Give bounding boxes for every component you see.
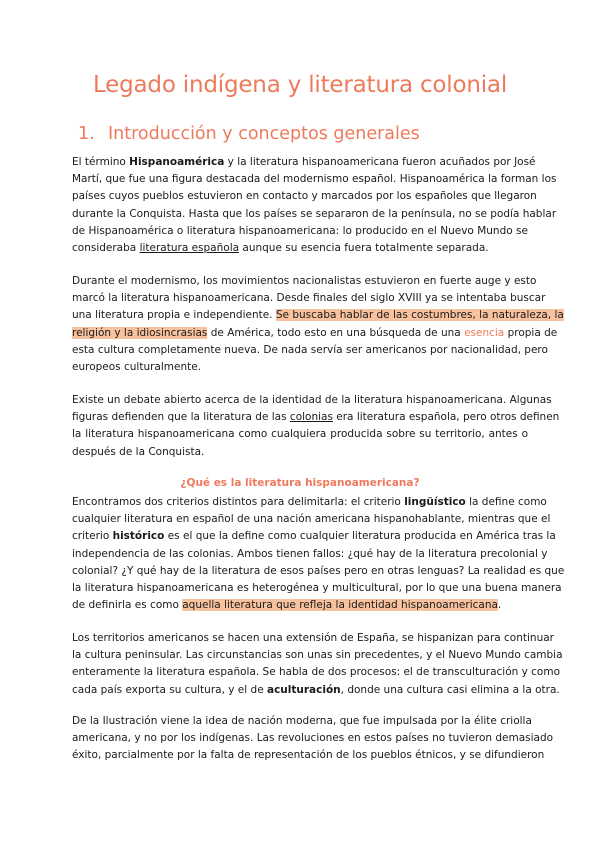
- text-line: independencia de las colonias. Ambos tienen fallos: ¿qué hay de la literatura precolonial y: [72, 547, 548, 560]
- text-line: la literatura hispanoamericana es heterogénea y multicultural, por lo que una buena manera: [72, 581, 562, 594]
- term-linguistico: lingüístico: [404, 496, 466, 508]
- text-line: El término Hispanoamérica y la literatura hispanoamericana fueron acuñados por José: [72, 156, 536, 168]
- text-line: cualquier literatura en español de una nación americana hispanohablante, mientras que el: [72, 513, 551, 526]
- text-line: Existe un debate abierto acerca de la identidad de la literatura hispanoamericana. Algunas: [72, 394, 552, 406]
- paragraph-3: [72, 392, 560, 461]
- text-line: Martí, que fue una figura destacada del modernismo español. Hispanoamérica la forman los: [72, 173, 557, 186]
- text-line: Encontramos dos criterios distintos para delimitarla: el criterio lingüístico la define como: [72, 496, 547, 508]
- text-line: Durante el modernismo, los movimientos nacionalistas estuvieron en fuerte auge y esto: [72, 275, 537, 287]
- term-hispanoamerica: Hispanoamérica: [129, 156, 225, 168]
- term-aculturacion: aculturación: [267, 683, 341, 696]
- text-line: la literatura hispanoamericana como cualquiera producida sobre su territorio, antes o: [72, 428, 528, 441]
- highlighted-text: Se buscaba hablar de las costumbres, la naturaleza, la: [275, 309, 564, 322]
- text-line: durante la Conquista. Hasta que los países se separaron de la península, no se podía hablar: [72, 207, 557, 220]
- text-line: una literatura propia e independiente. Se buscaba hablar de las costumbres, la naturaleza, la: [72, 309, 564, 322]
- text-line: de Hispanoamérica o literatura hispanoamericana: lo producido en el Nuevo Mundo se: [72, 224, 528, 237]
- paragraph-5: [72, 630, 563, 699]
- section-heading: [78, 124, 420, 144]
- accent-term-esencia: esencia: [464, 326, 505, 339]
- paragraph-1: [72, 154, 557, 257]
- text-line: enteramente la literatura española. Se habla de dos procesos: el de transculturación y como: [72, 666, 561, 679]
- text-line: países cuyos pueblos estuvieron en contacto y marcados por los españoles que llegaron: [72, 190, 537, 203]
- section-title: Introducción y conceptos generales: [108, 124, 420, 144]
- text-line: De la Ilustración viene la idea de nación moderna, que fue impulsada por la élite criolla: [72, 715, 532, 727]
- paragraph-2: [72, 273, 564, 376]
- text-line: después de la Conquista.: [72, 445, 205, 458]
- paragraph-6: [72, 713, 554, 765]
- document-title: Legado indígena y literatura colonial: [92, 72, 508, 98]
- text-line: religión y la idiosincrasias de América, todo esto en una búsqueda de una esencia propia de: [72, 326, 558, 339]
- text-line: colonial? ¿Y qué hay de la literatura de esos países pero en otras lenguas? La realidad es que: [72, 564, 565, 577]
- text-line: Los territorios americanos se hacen una extensión de España, se hispanizan para continuar: [72, 632, 554, 644]
- paragraph-4: [72, 494, 565, 614]
- text-line: consideraba literatura española aunque su esencia fuera totalmente separada.: [72, 241, 489, 254]
- text-line: cada país exporta su cultura, y el de aculturación, donde una cultura casi elimina a la otra.: [72, 683, 560, 696]
- text-line: criterio histórico es el que la define como cualquier literatura producida en América tras la: [72, 530, 556, 543]
- text-line: de definirla es como aquella literatura que refleja la identidad hispanoamericana.: [72, 599, 502, 612]
- text-line: europeos culturalmente.: [72, 360, 202, 373]
- text-line: figuras defienden que la literatura de las colonias era literatura española, pero otros definen: [72, 411, 560, 424]
- text-line: esta cultura completamente nueva. De nada servía ser americanos por nacionalidad, pero: [72, 343, 548, 356]
- subheading-block: [72, 475, 528, 492]
- text-line: la cultura peninsular. Las circunstancias son unas sin precedentes, y el Nuevo Mundo cambia: [72, 649, 563, 662]
- text-line: éxito, parcialmente por la falta de representación de los pueblos étnicos, y se difundieron: [72, 749, 545, 762]
- term-historico: histórico: [112, 530, 165, 543]
- underlined-term: literatura española: [139, 241, 240, 254]
- highlighted-text: aquella literatura que refleja la identidad hispanoamericana: [182, 599, 498, 612]
- section-number: 1.: [78, 124, 95, 144]
- highlighted-text: religión y la idiosincrasias: [72, 326, 208, 339]
- text-line: americana, y no por los indígenas. Las revoluciones en estos países no tuvieron demasiado: [72, 732, 554, 745]
- subheading: ¿Qué es la literatura hispanoamericana?: [180, 477, 420, 489]
- underlined-term: colonias: [289, 411, 333, 424]
- text-line: marcó la literatura hispanoamericana. Desde finales del siglo XVIII ya se intentaba buscar: [72, 292, 546, 305]
